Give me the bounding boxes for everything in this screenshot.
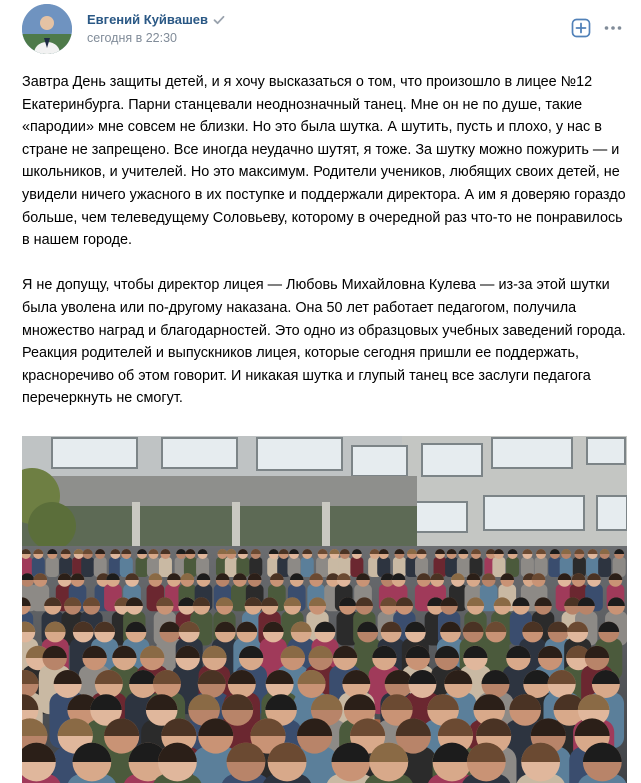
post-paragraph-2: Я не допущу, чтобы директор лицея — Любовь Михайловна Кулева — из-за этой шутки была уволена или по-другому наказана. Она 50 лет работает педагогом, получила множество наград и благодарностей. Это одно из образцовых учебных заведений города. Реакция родителей и выпускников лицея, которые сегодня пришли ее поддержать, красноречиво об этом говорит. И никакая шутка и глупый танец все заслуги педагога перечеркнуть не смогут.	[22, 277, 626, 407]
crowd-person-body	[225, 557, 238, 577]
crowd-person-body	[598, 557, 611, 577]
post-photo[interactable]	[22, 436, 627, 783]
crowd-person-body	[548, 557, 561, 577]
crowd-person-body	[46, 557, 59, 577]
author-avatar[interactable]	[22, 4, 72, 54]
crowd-person-body	[81, 557, 94, 577]
add-square-icon[interactable]	[571, 18, 591, 38]
crowd-person-body	[492, 557, 505, 577]
author-name[interactable]: Евгений Куйвашев	[87, 12, 209, 27]
crowd-person-body	[136, 557, 149, 577]
more-dots-icon[interactable]	[603, 18, 623, 38]
crowd-person-body	[301, 557, 314, 577]
post-time-link[interactable]: сегодня в 22:30	[87, 31, 177, 45]
post-text	[22, 71, 626, 410]
author-name-link[interactable]	[87, 12, 225, 27]
post-paragraph-1: Завтра День защиты детей, и я хочу высказаться о том, что произошло в лицее №12 Екатеринбурга. Парни станцевали неоднозначный танец. Мне он не по душе, такие «пародии» мне совсем не близки. Но это была шутка. А шутить, пусть и плохо, у нас в стране не запрещено. Все иногда неудачно шутят, я тоже. За шутку можно пожурить — и школьников, и учителей. Но это максимум. Родители учеников, любящих своих детей, не увидели ничего ужасного в их поступке и поддержали директора. А им я доверяю гораздо больше, чем телеведущему Соловьеву, которому в очередной раз что-то не понравилось в нашем городе.	[22, 74, 626, 249]
verified-check-icon	[213, 14, 225, 26]
crowd-person-body	[159, 557, 172, 577]
